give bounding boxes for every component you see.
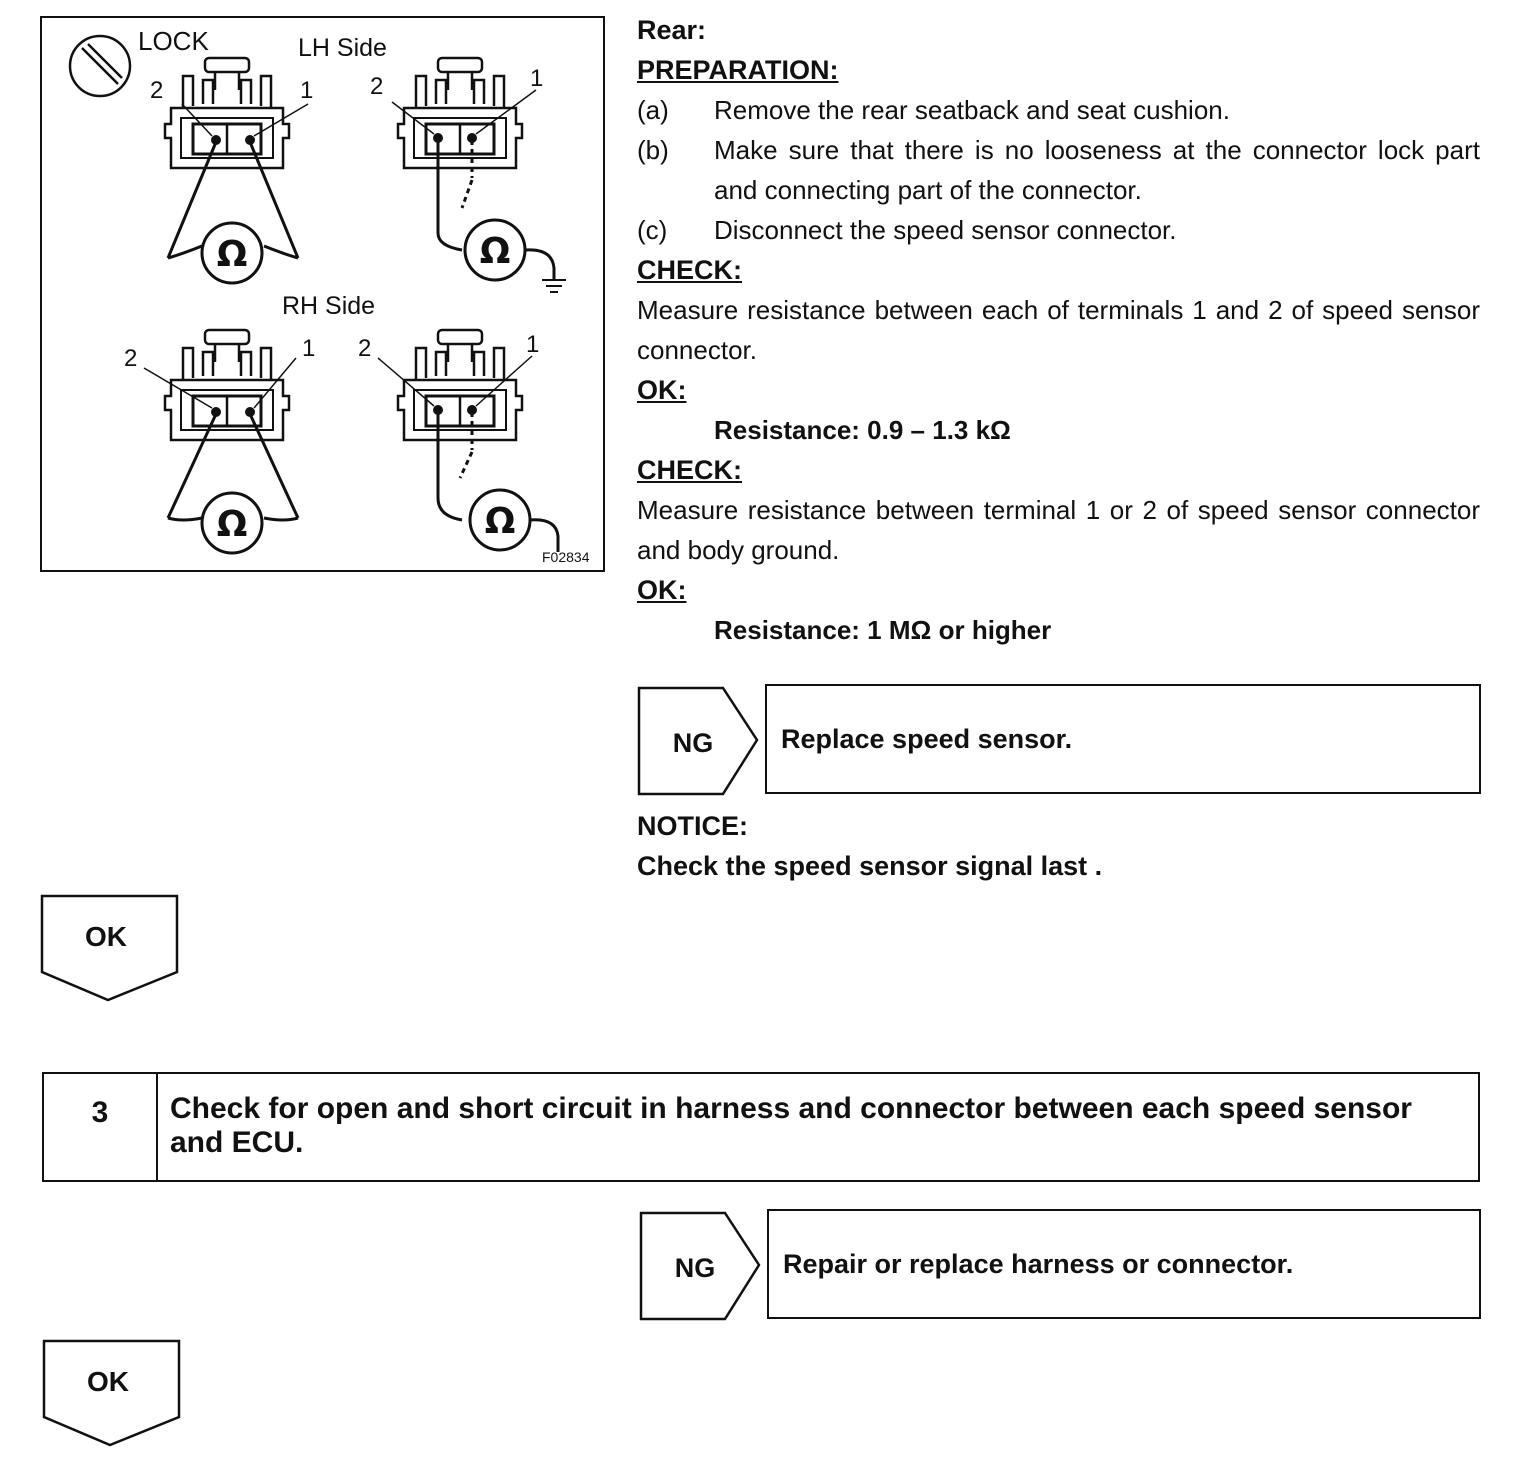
step-3-box bbox=[42, 1072, 1480, 1182]
ok-label: OK bbox=[87, 1366, 129, 1397]
ng-action-box bbox=[765, 684, 1481, 794]
lock-icon bbox=[70, 36, 130, 96]
connector-diagram-drawing bbox=[42, 18, 603, 570]
notice bbox=[637, 806, 1102, 886]
connector-diagram bbox=[40, 16, 605, 572]
ng-label: NG bbox=[674, 1253, 716, 1283]
resistance-spec: Resistance: 0.9 – 1.3 kΩ bbox=[714, 415, 1011, 445]
step-number: 3 bbox=[44, 1074, 158, 1180]
ok-arrow bbox=[42, 1339, 182, 1449]
check-heading: CHECK: bbox=[637, 255, 742, 285]
list-item: (a) Remove the rear seatback and seat cushion. bbox=[637, 95, 1230, 125]
figure-code: F02834 bbox=[542, 549, 590, 565]
pin-2-label: 2 bbox=[150, 77, 164, 104]
check-heading: CHECK: bbox=[637, 455, 742, 485]
list-item: (c) Disconnect the speed sensor connector. bbox=[637, 215, 1177, 245]
pin-2-label: 2 bbox=[358, 335, 372, 362]
ng-arrow bbox=[637, 686, 761, 796]
pin-1-label: 1 bbox=[530, 65, 544, 92]
ohm-icon: Ω bbox=[216, 504, 248, 545]
pin-1-label: 1 bbox=[302, 335, 316, 362]
ng-action-text: Replace speed sensor. bbox=[781, 723, 1073, 754]
ng-label: NG bbox=[672, 728, 714, 758]
check-text: Measure resistance between terminal 1 or 2 of speed sensor connector and body ground. bbox=[637, 495, 1480, 565]
notice-text: Check the speed sensor signal last . bbox=[637, 851, 1103, 881]
lock-label: LOCK bbox=[138, 26, 209, 56]
ohm-icon: Ω bbox=[484, 501, 516, 542]
pin-1-label: 1 bbox=[300, 77, 314, 104]
preparation-heading: PREPARATION: bbox=[637, 55, 839, 85]
rh-side-label: RH Side bbox=[282, 292, 376, 320]
ground-icon bbox=[542, 280, 566, 292]
pin-2-label: 2 bbox=[124, 345, 138, 372]
ng-action-box bbox=[767, 1209, 1481, 1319]
notice-heading: NOTICE: bbox=[637, 811, 748, 841]
pin-1-label: 1 bbox=[526, 331, 540, 358]
check-text: Measure resistance between each of terminals 1 and 2 of speed sensor connector. bbox=[637, 295, 1480, 365]
resistance-spec: Resistance: 1 MΩ or higher bbox=[714, 615, 1052, 645]
lh-side-label: LH Side bbox=[298, 34, 387, 62]
ng-action-text: Repair or replace harness or connector. bbox=[783, 1248, 1294, 1279]
ok-label: OK bbox=[85, 921, 127, 952]
pin-2-label: 2 bbox=[370, 73, 384, 100]
ok-arrow bbox=[40, 894, 180, 1004]
rear-title: Rear: bbox=[637, 15, 707, 45]
ng-arrow bbox=[639, 1211, 763, 1321]
ok-heading: OK: bbox=[637, 375, 687, 405]
ohm-icon: Ω bbox=[216, 234, 248, 275]
procedure-text bbox=[637, 10, 1480, 650]
ohm-icon: Ω bbox=[479, 231, 511, 272]
step-title: Check for open and short circuit in harness and connector between each speed sensor and ECU. bbox=[170, 1092, 1412, 1159]
ok-heading: OK: bbox=[637, 575, 687, 605]
list-item: (b) Make sure that there is no looseness at the connector lock part and connecting part of the connector. bbox=[637, 135, 1480, 205]
